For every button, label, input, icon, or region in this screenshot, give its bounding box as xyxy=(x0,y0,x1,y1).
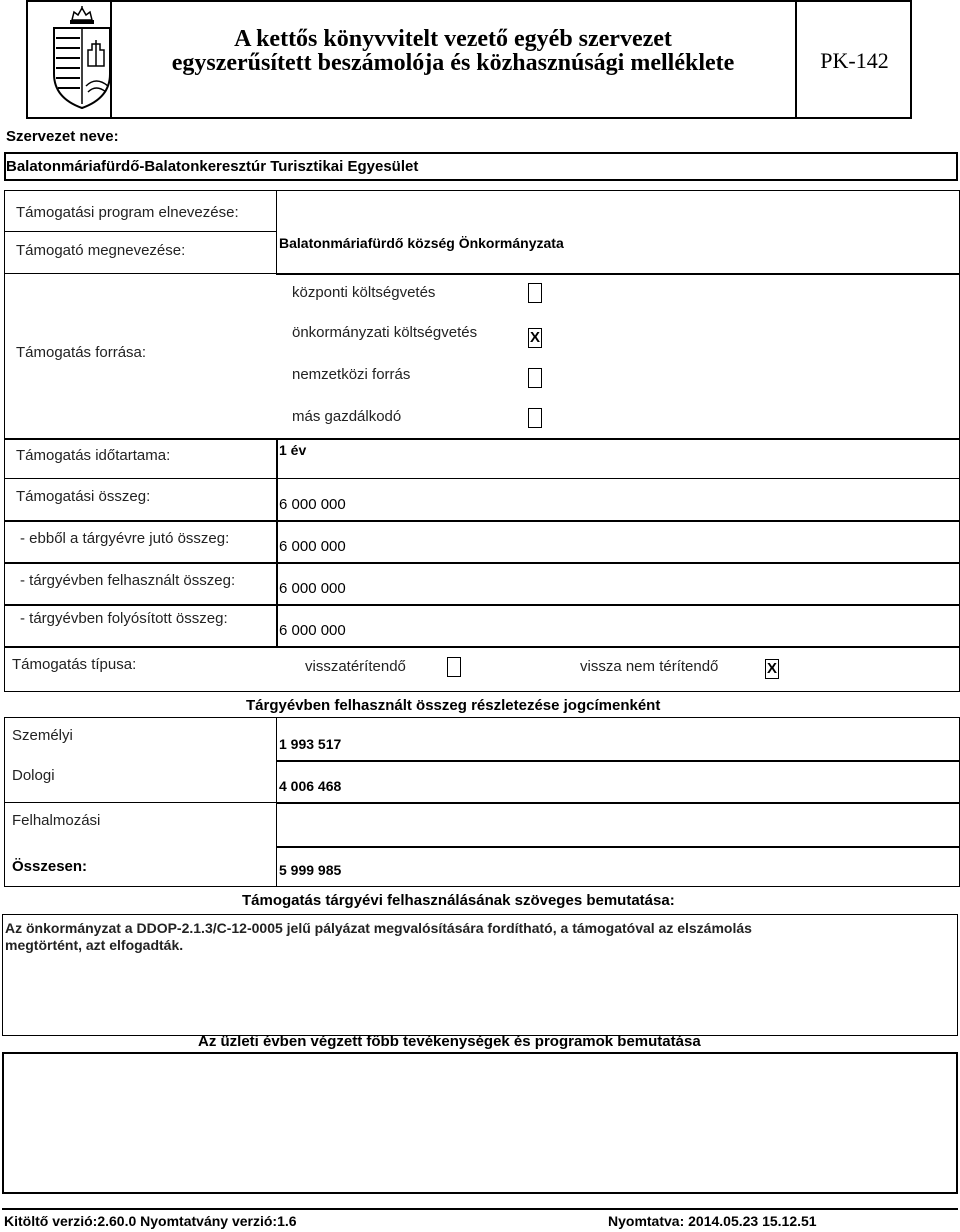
footer-rule xyxy=(2,1208,958,1210)
source-other-business-label: más gazdálkodó xyxy=(292,408,402,425)
organization-name: Balatonmáriafürdő-Balatonkeresztúr Turisztikai Egyesület xyxy=(6,158,419,175)
breakdown-row-label: Felhalmozási xyxy=(12,812,101,829)
coat-of-arms-icon xyxy=(50,6,114,110)
divider-duration-bottom xyxy=(4,478,960,479)
divider-row-2 xyxy=(4,231,276,232)
current-year-value: 6 000 000 xyxy=(279,538,346,555)
form-code: PK-142 xyxy=(820,48,889,73)
breakdown-total-label: Összesen: xyxy=(12,858,88,875)
divider-used-bottom xyxy=(4,604,960,606)
type-nonrefundable-label: vissza nem térítendő xyxy=(580,658,719,675)
footer-version: Kitöltő verzió:2.60.0 Nyomtatvány verzió:1.6 xyxy=(4,1213,297,1229)
disbursed-label: - tárgyévben folyósított összeg: xyxy=(20,610,228,627)
source-international-label: nemzetközi forrás xyxy=(292,366,411,383)
footer-printed: Nyomtatva: 2014.05.23 15.12.51 xyxy=(608,1213,817,1229)
divider-grantor-bottom xyxy=(276,273,960,275)
source-municipal-checkbox[interactable]: X xyxy=(529,329,540,346)
breakdown-row-label: Dologi xyxy=(12,767,55,784)
activities-box xyxy=(2,1052,958,1194)
source-central-checkbox[interactable] xyxy=(528,283,542,303)
breakdown-heading: Tárgyévben felhasznált összeg részletezése jogcímenként xyxy=(246,697,661,714)
grant-source-label: Támogatás forrása: xyxy=(16,344,147,361)
grantor-value: Balatonmáriafürdő község Önkormányzata xyxy=(279,235,564,251)
usage-description-heading: Támogatás tárgyévi felhasználásának szöveges bemutatása: xyxy=(242,892,675,909)
type-refundable-checkbox[interactable] xyxy=(447,657,461,677)
breakdown-row-value: 4 006 468 xyxy=(279,778,342,794)
amount-value: 6 000 000 xyxy=(279,496,346,513)
form-title-line2: egyszerűsített beszámolója és közhasznúsági melléklete xyxy=(171,50,735,76)
organization-label: Szervezet neve: xyxy=(6,128,119,145)
divider-sources-bottom xyxy=(4,438,960,440)
amount-label: Támogatási összeg: xyxy=(16,488,151,505)
usage-description-line2: megtörtént, azt elfogadták. xyxy=(5,937,184,953)
grant-column-divider-2 xyxy=(276,438,278,646)
source-other-business-checkbox[interactable] xyxy=(528,408,542,428)
source-municipal-label: önkormányzati költségvetés xyxy=(292,324,478,341)
type-refundable-label: visszatérítendő xyxy=(305,658,406,675)
breakdown-divider-2 xyxy=(276,802,960,804)
disbursed-value: 6 000 000 xyxy=(279,622,346,639)
form-title-line1: A kettős könyvvitelt vezető egyéb szervezet xyxy=(234,26,672,52)
usage-description-line1: Az önkormányzat a DDOP-2.1.3/C-12-0005 jelű pályázat megvalósítására fordítható, a támogatóval az elszámolás xyxy=(5,920,752,936)
breakdown-divider-4 xyxy=(276,846,960,848)
current-year-label: - ebből a tárgyévre jutó összeg: xyxy=(20,530,230,547)
divider-current-year-bottom xyxy=(4,562,960,564)
divider-disbursed-bottom xyxy=(4,646,960,648)
source-international-checkbox[interactable] xyxy=(528,368,542,388)
program-name-label: Támogatási program elnevezése: xyxy=(16,204,239,221)
breakdown-divider-3 xyxy=(4,802,276,803)
divider-amount-bottom xyxy=(4,520,960,522)
source-central-label: központi költségvetés xyxy=(292,284,436,301)
activities-heading: Az üzleti évben végzett főbb tevékenységek és programok bemutatása xyxy=(198,1033,701,1050)
grantor-label: Támogató megnevezése: xyxy=(16,242,186,259)
breakdown-row-value: 1 993 517 xyxy=(279,736,342,752)
used-value: 6 000 000 xyxy=(279,580,346,597)
type-nonrefundable-checkbox[interactable]: X xyxy=(766,660,777,677)
grant-column-divider xyxy=(276,190,277,274)
grant-type-label: Támogatás típusa: xyxy=(12,656,137,673)
duration-value: 1 év xyxy=(279,442,307,458)
breakdown-divider-1 xyxy=(276,760,960,762)
breakdown-total-value: 5 999 985 xyxy=(279,862,342,878)
duration-label: Támogatás időtartama: xyxy=(16,447,171,464)
divider-row-3 xyxy=(4,273,276,274)
used-label: - tárgyévben felhasznált összeg: xyxy=(20,572,236,589)
breakdown-row-label: Személyi xyxy=(12,727,73,744)
